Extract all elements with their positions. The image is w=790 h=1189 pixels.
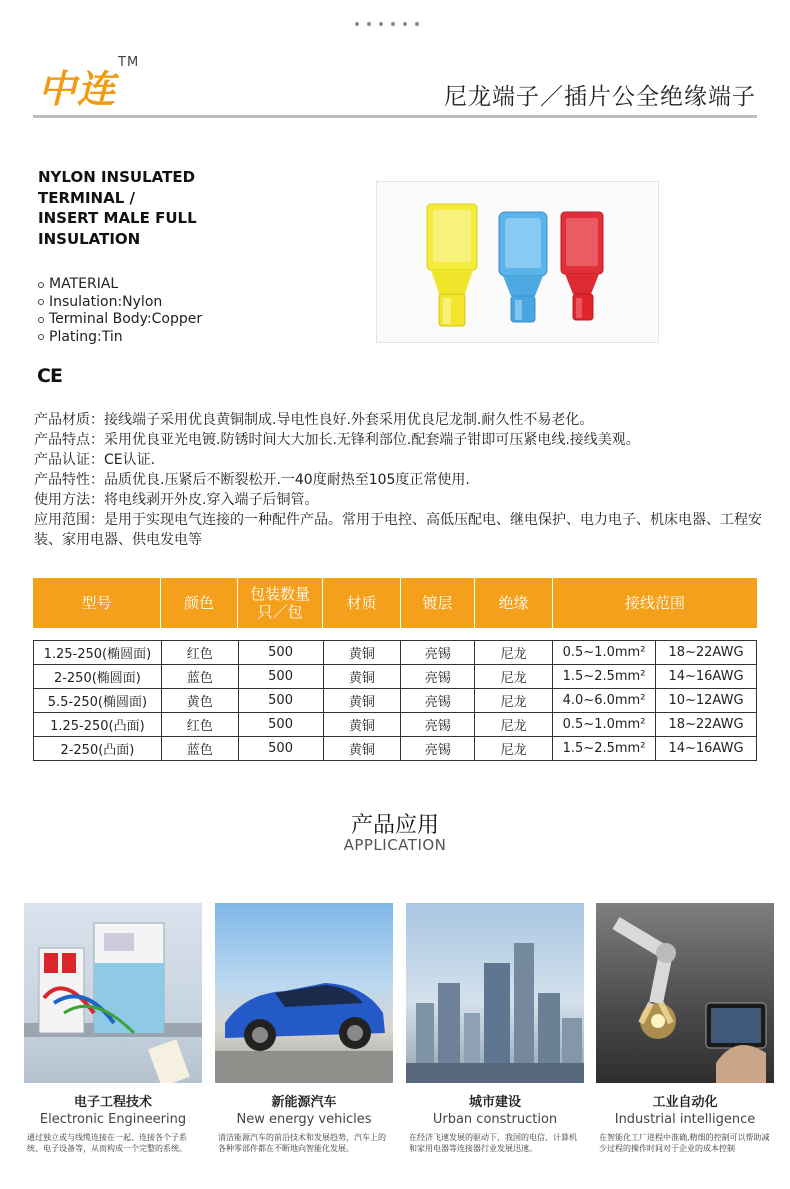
- desc-usage: 使用方法：将电线剥开外皮.穿入端子后铜管。: [34, 492, 319, 508]
- app-card-urban: [406, 903, 584, 1154]
- table-cell: 18~22AWG: [656, 713, 757, 737]
- terminals-illustration: [377, 182, 660, 344]
- table-cell: 亮锡: [401, 713, 475, 737]
- table-cell: 黄铜: [323, 641, 401, 665]
- table-cell: 尼龙: [475, 713, 553, 737]
- app-vehicles-zh: 新能源汽车: [271, 1095, 337, 1110]
- specs-heading: MATERIAL: [49, 276, 119, 292]
- page-title: 尼龙端子／插片公全绝缘端子: [444, 84, 756, 110]
- app-card-industrial: [596, 903, 774, 1154]
- col-wire-range: 接线范围: [624, 594, 685, 612]
- desc-properties: 产品特性：品质优良.压紧后不断裂松开.一40度耐热至105度正常使用.: [34, 472, 470, 488]
- table-cell: 500: [238, 641, 323, 665]
- spec-plating: Plating:Tin: [49, 328, 123, 345]
- table-row: [34, 713, 757, 737]
- table-cell: 5.5-250(椭圆面): [34, 689, 162, 713]
- blue-terminal: [499, 212, 547, 322]
- table-cell: 亮锡: [401, 641, 475, 665]
- app-industrial-en: Industrial intelligence: [614, 1112, 756, 1127]
- app-electronics-en: Electronic Engineering: [39, 1112, 187, 1127]
- col-insulation: 绝缘: [475, 578, 553, 628]
- table-cell: 黄铜: [323, 689, 401, 713]
- product-description: [34, 410, 770, 550]
- col-plating: 镀层: [401, 578, 475, 628]
- spec-table-header: [33, 578, 757, 628]
- vehicle-photo: [215, 903, 393, 1083]
- table-cell: 亮锡: [401, 665, 475, 689]
- table-cell: 1.5~2.5mm²: [553, 665, 656, 689]
- bullet-icon: [38, 317, 44, 323]
- red-terminal: [561, 212, 603, 320]
- app-urban-zh: 城市建设: [468, 1095, 521, 1110]
- din-rail-devices-illustration: [24, 903, 202, 1083]
- table-cell: 4.0~6.0mm²: [553, 689, 656, 713]
- table-cell: 500: [238, 713, 323, 737]
- bullet-icon: [38, 334, 44, 340]
- city-skyline-illustration: [406, 903, 584, 1083]
- product-english-title: NYLON INSULATED TERMINAL / INSERT MALE FULL INSULATION: [38, 168, 197, 248]
- bullet-icon: [38, 299, 44, 305]
- app-urban-desc: 在经济飞速发展的驱动下，我国的电信、计算机和家用电器等连接器行业发展迅速。: [409, 1133, 577, 1153]
- desc-certification: 产品认证：CE认证.: [34, 452, 156, 468]
- app-card-electronics: [24, 903, 202, 1154]
- header-divider: [33, 115, 757, 118]
- desc-material: 产品材质：接线端子采用优良黄铜制成.导电性良好.外套采用优良尼龙制.耐久性不易老化。: [34, 412, 594, 428]
- app-vehicles-en: New energy vehicles: [236, 1112, 372, 1127]
- logo-text: 中连: [38, 67, 117, 111]
- bullet-icon: [38, 282, 44, 288]
- app-industrial-zh: 工业自动化: [652, 1095, 718, 1110]
- table-cell: 尼龙: [475, 665, 553, 689]
- table-cell: 2-250(椭圆面): [34, 665, 162, 689]
- robot-arm-illustration: [596, 903, 774, 1083]
- table-cell: 0.5~1.0mm²: [553, 713, 656, 737]
- app-industrial-desc: 在智能化工厂进程中准确,精细的控制可以帮助减少过程的操作时间对于企业的成本控制: [599, 1133, 770, 1153]
- table-row: [34, 641, 757, 665]
- app-electronics-zh: 电子工程技术: [73, 1095, 152, 1110]
- application-title: 产品应用: [350, 813, 439, 838]
- table-cell: 亮锡: [401, 689, 475, 713]
- spec-body: Terminal Body:Copper: [49, 311, 203, 327]
- table-cell: 500: [238, 665, 323, 689]
- table-cell: 14~16AWG: [656, 665, 757, 689]
- table-cell: 红色: [161, 713, 238, 737]
- col-package: 包装数量 只／包: [238, 578, 323, 628]
- table-cell: 蓝色: [161, 665, 238, 689]
- col-color: 颜色: [161, 578, 238, 628]
- ce-certification-mark: CE: [37, 365, 62, 387]
- table-cell: 黄色: [161, 689, 238, 713]
- app-vehicles-desc: 清洁能源汽车的前沿技术和发展趋势，汽车上的各种零部件都在不断地向智能化发展。: [218, 1133, 386, 1153]
- table-cell: 黄铜: [323, 665, 401, 689]
- table-cell: 尼龙: [475, 641, 553, 665]
- product-photo: [376, 181, 659, 343]
- material-specs: [38, 276, 202, 346]
- table-cell: 0.5~1.0mm²: [553, 641, 656, 665]
- brand-logo: [38, 55, 140, 113]
- table-cell: 18~22AWG: [656, 641, 757, 665]
- industrial-photo: [596, 903, 774, 1083]
- table-cell: 蓝色: [161, 737, 238, 761]
- table-cell: 10~12AWG: [656, 689, 757, 713]
- table-cell: 1.25-250(椭圆面): [34, 641, 162, 665]
- yellow-terminal: [427, 204, 477, 326]
- logo-tm: TM: [118, 55, 140, 71]
- app-card-vehicles: [215, 903, 393, 1154]
- city-photo: [406, 903, 584, 1083]
- table-cell: 尼龙: [475, 737, 553, 761]
- desc-scope: 应用范围：是用于实现电气连接的一种配件产品。常用于电控、高低压配电、继电保护、电力电子、机床电器、工程安装、家用电器、供电发电等: [34, 512, 762, 548]
- col-material: 材质: [323, 578, 401, 628]
- table-row: [34, 689, 757, 713]
- sports-car-illustration: [215, 903, 393, 1083]
- table-cell: 1.5~2.5mm²: [553, 737, 656, 761]
- desc-features: 产品特点：采用优良亚光电镀.防锈时间大大加长.无锋利部位.配套端子钳即可压紧电线.接线美观。: [34, 432, 640, 448]
- spec-table: [33, 640, 757, 761]
- table-cell: 500: [238, 689, 323, 713]
- spec-insulation: Insulation:Nylon: [49, 293, 163, 310]
- table-cell: 黄铜: [323, 737, 401, 761]
- electronics-photo: [24, 903, 202, 1083]
- table-cell: 14~16AWG: [656, 737, 757, 761]
- table-cell: 黄铜: [323, 713, 401, 737]
- top-dots-decoration: [355, 22, 419, 26]
- table-cell: 红色: [161, 641, 238, 665]
- table-cell: 2-250(凸面): [34, 737, 162, 761]
- app-urban-en: Urban construction: [432, 1112, 558, 1127]
- col-model: 型号: [33, 578, 161, 628]
- table-row: [34, 665, 757, 689]
- table-row: [34, 737, 757, 761]
- table-cell: 500: [238, 737, 323, 761]
- app-electronics-desc: 通过独立或与线缆连接在一起、连接各个子系统、电子设备等，从而构成一个完整的系统。: [27, 1133, 187, 1153]
- table-cell: 亮锡: [401, 737, 475, 761]
- table-cell: 1.25-250(凸面): [34, 713, 162, 737]
- application-subtitle: APPLICATION: [343, 836, 447, 854]
- table-cell: 尼龙: [475, 689, 553, 713]
